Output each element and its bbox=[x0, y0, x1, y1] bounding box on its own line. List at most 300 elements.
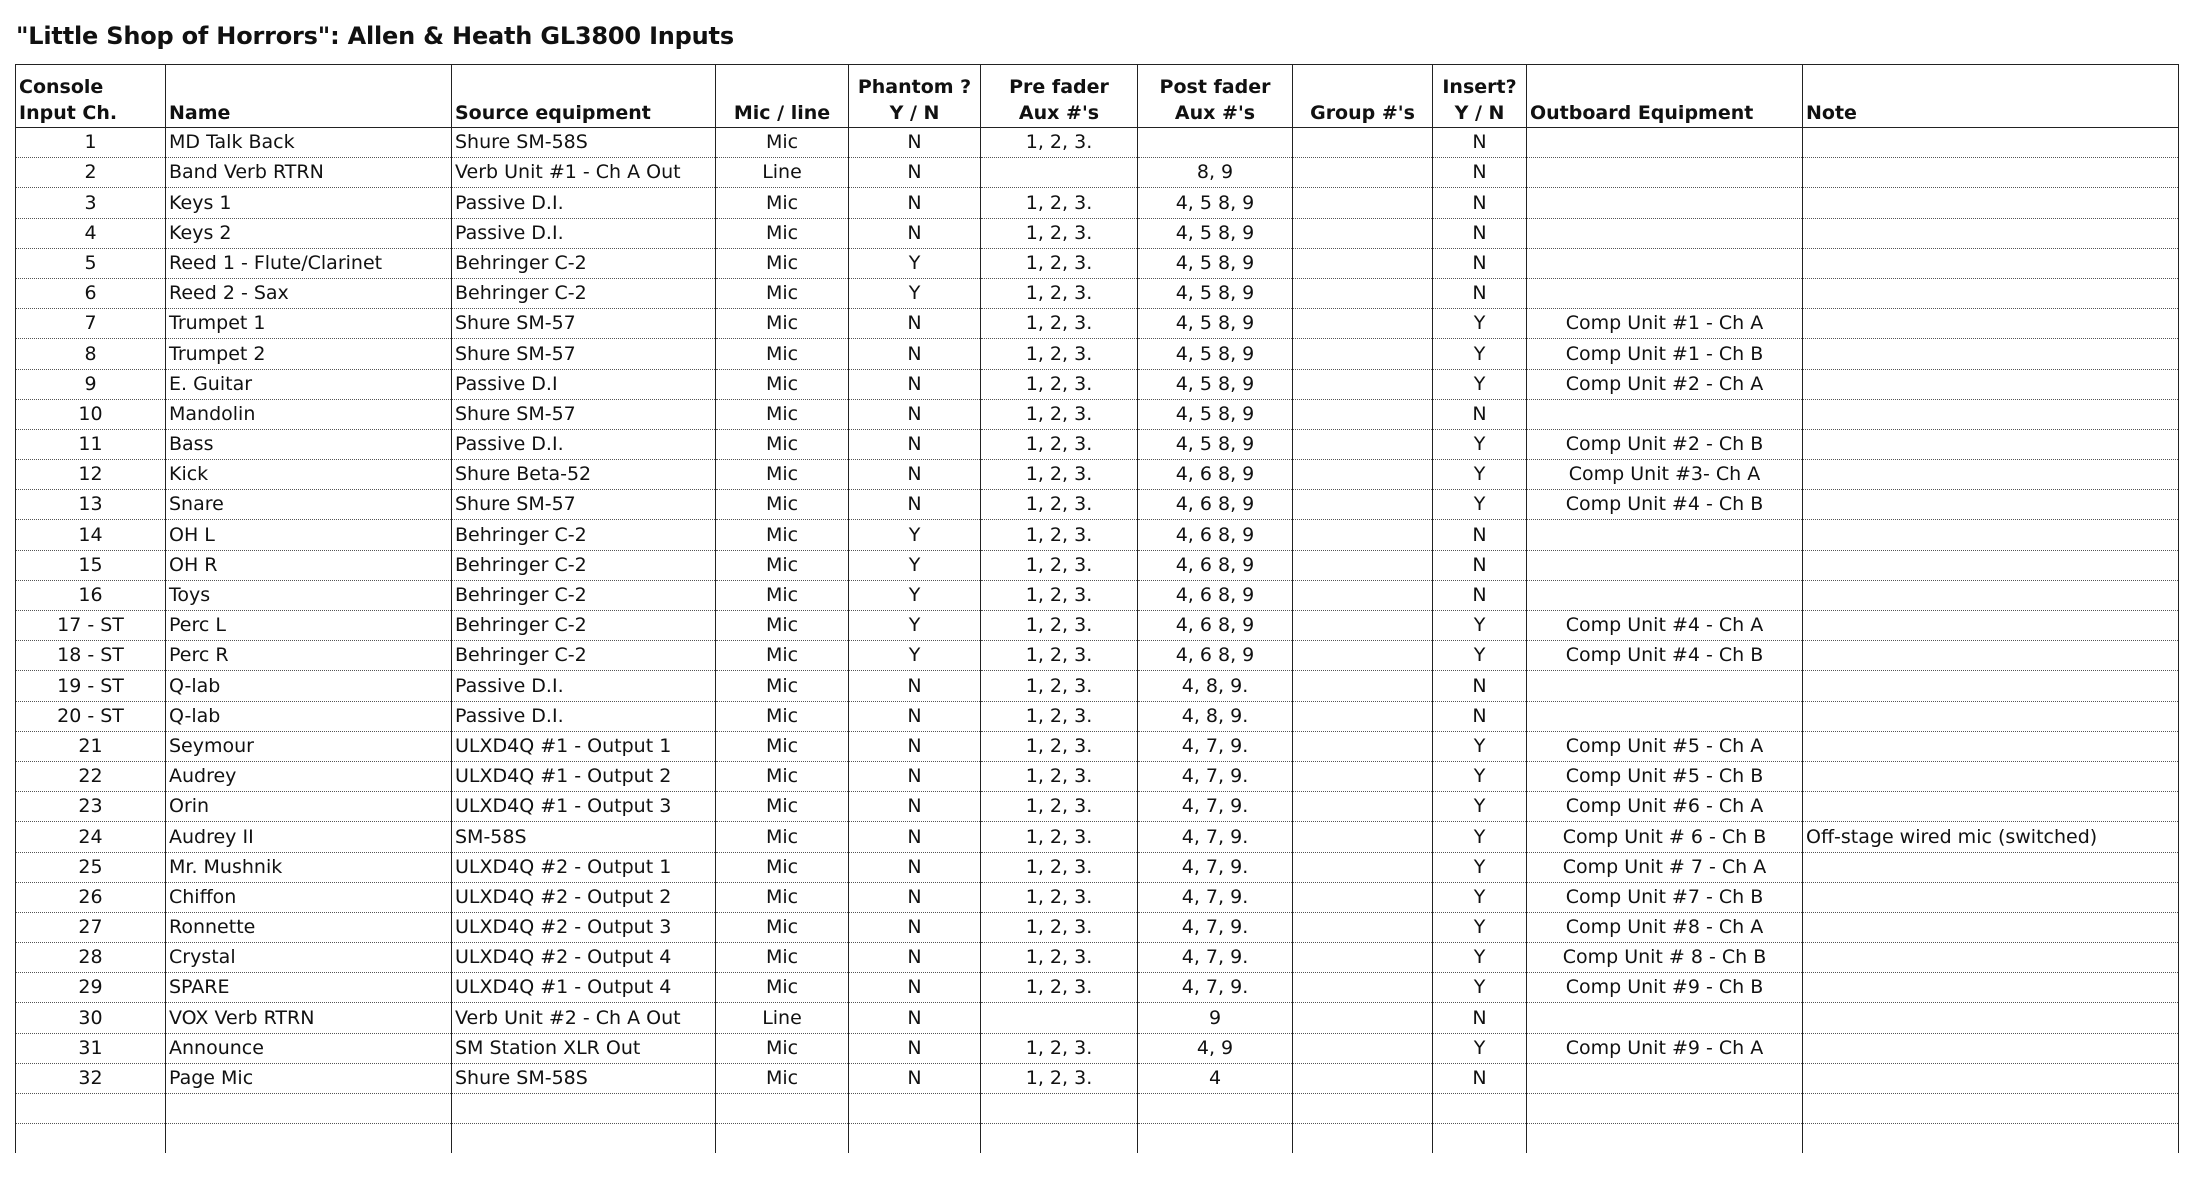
cell-note bbox=[1803, 852, 2179, 882]
cell-group bbox=[1293, 520, 1433, 550]
cell-post-fader-aux: 4, 5 8, 9 bbox=[1138, 278, 1293, 308]
cell-pre-fader-aux: 1, 2, 3. bbox=[981, 731, 1138, 761]
cell-group bbox=[1293, 399, 1433, 429]
cell-mic-line: Mic bbox=[716, 852, 849, 882]
cell-note bbox=[1803, 882, 2179, 912]
cell-note bbox=[1803, 1124, 2179, 1154]
cell-pre-fader-aux: 1, 2, 3. bbox=[981, 882, 1138, 912]
cell-group bbox=[1293, 641, 1433, 671]
cell-note bbox=[1803, 460, 2179, 490]
table-row bbox=[16, 792, 2179, 822]
cell-name: Seymour bbox=[166, 731, 452, 761]
cell-pre-fader-aux: 1, 2, 3. bbox=[981, 701, 1138, 731]
header-console-line1: Console bbox=[19, 76, 104, 98]
cell-source-equipment: Shure SM-57 bbox=[452, 490, 716, 520]
cell-post-fader-aux: 4, 7, 9. bbox=[1138, 761, 1293, 791]
header-post-line1: Post fader bbox=[1159, 76, 1271, 98]
cell-group bbox=[1293, 943, 1433, 973]
cell-phantom: N bbox=[849, 852, 981, 882]
cell-phantom: N bbox=[849, 309, 981, 339]
cell-channel: 2 bbox=[16, 158, 166, 188]
cell-source-equipment: Shure SM-58S bbox=[452, 128, 716, 158]
cell-mic-line: Mic bbox=[716, 580, 849, 610]
header-post-line2: Aux #'s bbox=[1174, 102, 1256, 124]
cell-insert bbox=[1433, 1094, 1527, 1124]
cell-note bbox=[1803, 1094, 2179, 1124]
cell-mic-line: Line bbox=[716, 158, 849, 188]
cell-insert: Y bbox=[1433, 973, 1527, 1003]
cell-channel: 19 - ST bbox=[16, 671, 166, 701]
cell-mic-line: Mic bbox=[716, 912, 849, 942]
cell-source-equipment: ULXD4Q #2 - Output 3 bbox=[452, 912, 716, 942]
cell-group bbox=[1293, 309, 1433, 339]
cell-name: Audrey II bbox=[166, 822, 452, 852]
cell-source-equipment: Shure Beta-52 bbox=[452, 460, 716, 490]
cell-source-equipment: SM Station XLR Out bbox=[452, 1033, 716, 1063]
cell-phantom: N bbox=[849, 460, 981, 490]
cell-mic-line: Mic bbox=[716, 399, 849, 429]
cell-mic-line: Mic bbox=[716, 761, 849, 791]
table-row bbox=[16, 912, 2179, 942]
cell-note bbox=[1803, 278, 2179, 308]
cell-channel: 28 bbox=[16, 943, 166, 973]
cell-pre-fader-aux: 1, 2, 3. bbox=[981, 429, 1138, 459]
cell-outboard-equipment bbox=[1527, 671, 1803, 701]
cell-insert bbox=[1433, 1124, 1527, 1154]
cell-post-fader-aux: 4, 6 8, 9 bbox=[1138, 611, 1293, 641]
cell-mic-line: Mic bbox=[716, 1033, 849, 1063]
cell-phantom: N bbox=[849, 188, 981, 218]
cell-mic-line: Mic bbox=[716, 490, 849, 520]
cell-name: Band Verb RTRN bbox=[166, 158, 452, 188]
cell-source-equipment: ULXD4Q #2 - Output 2 bbox=[452, 882, 716, 912]
cell-pre-fader-aux: 1, 2, 3. bbox=[981, 248, 1138, 278]
cell-source-equipment: Shure SM-58S bbox=[452, 1063, 716, 1093]
cell-mic-line: Mic bbox=[716, 520, 849, 550]
cell-mic-line: Mic bbox=[716, 188, 849, 218]
cell-phantom: N bbox=[849, 973, 981, 1003]
cell-note bbox=[1803, 641, 2179, 671]
header-console-input-ch bbox=[16, 65, 166, 128]
header-source-label: Source equipment bbox=[455, 102, 651, 124]
cell-note bbox=[1803, 490, 2179, 520]
cell-outboard-equipment bbox=[1527, 128, 1803, 158]
cell-insert: N bbox=[1433, 278, 1527, 308]
cell-source-equipment: Passive D.I bbox=[452, 369, 716, 399]
cell-source-equipment bbox=[452, 1124, 716, 1154]
cell-outboard-equipment: Comp Unit #7 - Ch B bbox=[1527, 882, 1803, 912]
cell-outboard-equipment bbox=[1527, 580, 1803, 610]
cell-mic-line bbox=[716, 1094, 849, 1124]
cell-outboard-equipment bbox=[1527, 278, 1803, 308]
cell-group bbox=[1293, 1124, 1433, 1154]
cell-note bbox=[1803, 701, 2179, 731]
cell-note bbox=[1803, 369, 2179, 399]
cell-post-fader-aux: 9 bbox=[1138, 1003, 1293, 1033]
cell-pre-fader-aux: 1, 2, 3. bbox=[981, 309, 1138, 339]
cell-name: Orin bbox=[166, 792, 452, 822]
cell-channel: 17 - ST bbox=[16, 611, 166, 641]
cell-mic-line: Mic bbox=[716, 339, 849, 369]
header-insert-line1: Insert? bbox=[1442, 76, 1517, 98]
cell-name: Bass bbox=[166, 429, 452, 459]
cell-group bbox=[1293, 1033, 1433, 1063]
cell-phantom: N bbox=[849, 218, 981, 248]
cell-outboard-equipment bbox=[1527, 701, 1803, 731]
cell-name: Mandolin bbox=[166, 399, 452, 429]
cell-phantom: Y bbox=[849, 641, 981, 671]
cell-pre-fader-aux: 1, 2, 3. bbox=[981, 490, 1138, 520]
cell-insert: Y bbox=[1433, 822, 1527, 852]
cell-phantom: N bbox=[849, 158, 981, 188]
table-row bbox=[16, 369, 2179, 399]
table-row bbox=[16, 158, 2179, 188]
cell-pre-fader-aux bbox=[981, 158, 1138, 188]
cell-pre-fader-aux: 1, 2, 3. bbox=[981, 550, 1138, 580]
table-row bbox=[16, 550, 2179, 580]
cell-outboard-equipment: Comp Unit #2 - Ch B bbox=[1527, 429, 1803, 459]
cell-channel: 26 bbox=[16, 882, 166, 912]
header-console-line2: Input Ch. bbox=[19, 102, 118, 124]
cell-insert: Y bbox=[1433, 943, 1527, 973]
cell-mic-line: Mic bbox=[716, 278, 849, 308]
table-row bbox=[16, 248, 2179, 278]
cell-pre-fader-aux: 1, 2, 3. bbox=[981, 369, 1138, 399]
table-row bbox=[16, 822, 2179, 852]
cell-post-fader-aux: 4, 5 8, 9 bbox=[1138, 339, 1293, 369]
cell-name: Ronnette bbox=[166, 912, 452, 942]
cell-channel: 21 bbox=[16, 731, 166, 761]
cell-pre-fader-aux: 1, 2, 3. bbox=[981, 580, 1138, 610]
cell-post-fader-aux bbox=[1138, 128, 1293, 158]
cell-name: OH R bbox=[166, 550, 452, 580]
inputs-table bbox=[15, 64, 2179, 1153]
cell-mic-line: Mic bbox=[716, 550, 849, 580]
cell-name: Keys 1 bbox=[166, 188, 452, 218]
header-mic-label: Mic / line bbox=[733, 102, 831, 124]
table-row bbox=[16, 520, 2179, 550]
cell-phantom: N bbox=[849, 399, 981, 429]
cell-outboard-equipment bbox=[1527, 248, 1803, 278]
cell-insert: N bbox=[1433, 701, 1527, 731]
cell-name: Perc R bbox=[166, 641, 452, 671]
cell-post-fader-aux: 4, 5 8, 9 bbox=[1138, 399, 1293, 429]
cell-source-equipment: Verb Unit #1 - Ch A Out bbox=[452, 158, 716, 188]
table-row bbox=[16, 580, 2179, 610]
cell-channel: 16 bbox=[16, 580, 166, 610]
cell-outboard-equipment: Comp Unit #4 - Ch B bbox=[1527, 490, 1803, 520]
cell-channel: 6 bbox=[16, 278, 166, 308]
table-row bbox=[16, 1063, 2179, 1093]
cell-channel: 32 bbox=[16, 1063, 166, 1093]
cell-insert: Y bbox=[1433, 912, 1527, 942]
cell-phantom: N bbox=[849, 369, 981, 399]
table-row bbox=[16, 218, 2179, 248]
table-row bbox=[16, 1124, 2179, 1154]
cell-note bbox=[1803, 520, 2179, 550]
cell-post-fader-aux: 4, 6 8, 9 bbox=[1138, 550, 1293, 580]
cell-insert: N bbox=[1433, 671, 1527, 701]
table-row bbox=[16, 399, 2179, 429]
cell-note bbox=[1803, 188, 2179, 218]
cell-phantom: Y bbox=[849, 248, 981, 278]
cell-outboard-equipment: Comp Unit # 6 - Ch B bbox=[1527, 822, 1803, 852]
cell-note bbox=[1803, 671, 2179, 701]
cell-group bbox=[1293, 278, 1433, 308]
cell-post-fader-aux bbox=[1138, 1124, 1293, 1154]
header-outboard-label: Outboard Equipment bbox=[1530, 102, 1754, 124]
cell-group bbox=[1293, 852, 1433, 882]
cell-name: Page Mic bbox=[166, 1063, 452, 1093]
cell-source-equipment: Behringer C-2 bbox=[452, 611, 716, 641]
cell-source-equipment: Behringer C-2 bbox=[452, 550, 716, 580]
cell-phantom: N bbox=[849, 731, 981, 761]
cell-insert: N bbox=[1433, 128, 1527, 158]
table-row bbox=[16, 641, 2179, 671]
cell-mic-line: Mic bbox=[716, 641, 849, 671]
table-row bbox=[16, 973, 2179, 1003]
cell-name: Mr. Mushnik bbox=[166, 852, 452, 882]
cell-source-equipment: SM-58S bbox=[452, 822, 716, 852]
cell-name: Perc L bbox=[166, 611, 452, 641]
cell-group bbox=[1293, 882, 1433, 912]
cell-insert: Y bbox=[1433, 369, 1527, 399]
cell-insert: Y bbox=[1433, 852, 1527, 882]
cell-pre-fader-aux bbox=[981, 1094, 1138, 1124]
cell-channel: 22 bbox=[16, 761, 166, 791]
cell-post-fader-aux: 4, 9 bbox=[1138, 1033, 1293, 1063]
cell-outboard-equipment bbox=[1527, 1094, 1803, 1124]
cell-group bbox=[1293, 429, 1433, 459]
cell-source-equipment: Shure SM-57 bbox=[452, 339, 716, 369]
cell-note: Off-stage wired mic (switched) bbox=[1803, 822, 2179, 852]
table-row bbox=[16, 701, 2179, 731]
cell-phantom: N bbox=[849, 339, 981, 369]
cell-channel: 8 bbox=[16, 339, 166, 369]
cell-name: VOX Verb RTRN bbox=[166, 1003, 452, 1033]
cell-phantom: Y bbox=[849, 520, 981, 550]
cell-insert: N bbox=[1433, 218, 1527, 248]
cell-outboard-equipment: Comp Unit #2 - Ch A bbox=[1527, 369, 1803, 399]
cell-outboard-equipment: Comp Unit #6 - Ch A bbox=[1527, 792, 1803, 822]
table-row bbox=[16, 761, 2179, 791]
table-row bbox=[16, 1094, 2179, 1124]
cell-name: Reed 2 - Sax bbox=[166, 278, 452, 308]
cell-source-equipment: Behringer C-2 bbox=[452, 278, 716, 308]
cell-group bbox=[1293, 580, 1433, 610]
cell-note bbox=[1803, 943, 2179, 973]
header-pre-fader bbox=[981, 65, 1138, 128]
cell-post-fader-aux: 4, 5 8, 9 bbox=[1138, 309, 1293, 339]
cell-post-fader-aux: 4, 7, 9. bbox=[1138, 943, 1293, 973]
cell-post-fader-aux: 4, 5 8, 9 bbox=[1138, 369, 1293, 399]
cell-phantom bbox=[849, 1094, 981, 1124]
header-post-fader bbox=[1138, 65, 1293, 128]
cell-name: Toys bbox=[166, 580, 452, 610]
cell-pre-fader-aux bbox=[981, 1124, 1138, 1154]
cell-pre-fader-aux: 1, 2, 3. bbox=[981, 188, 1138, 218]
cell-channel: 27 bbox=[16, 912, 166, 942]
cell-insert: N bbox=[1433, 188, 1527, 218]
cell-outboard-equipment: Comp Unit #4 - Ch B bbox=[1527, 641, 1803, 671]
cell-channel: 31 bbox=[16, 1033, 166, 1063]
cell-group bbox=[1293, 248, 1433, 278]
cell-name: Trumpet 1 bbox=[166, 309, 452, 339]
cell-group bbox=[1293, 611, 1433, 641]
header-name-label: Name bbox=[169, 102, 231, 124]
table-row bbox=[16, 339, 2179, 369]
cell-post-fader-aux: 4, 7, 9. bbox=[1138, 973, 1293, 1003]
cell-insert: N bbox=[1433, 1063, 1527, 1093]
cell-group bbox=[1293, 490, 1433, 520]
cell-note bbox=[1803, 1003, 2179, 1033]
cell-insert: Y bbox=[1433, 611, 1527, 641]
cell-note bbox=[1803, 1063, 2179, 1093]
cell-pre-fader-aux: 1, 2, 3. bbox=[981, 520, 1138, 550]
cell-mic-line: Mic bbox=[716, 218, 849, 248]
cell-insert: N bbox=[1433, 550, 1527, 580]
table-row bbox=[16, 611, 2179, 641]
cell-mic-line: Mic bbox=[716, 1063, 849, 1093]
cell-source-equipment: ULXD4Q #1 - Output 4 bbox=[452, 973, 716, 1003]
cell-mic-line: Mic bbox=[716, 460, 849, 490]
cell-group bbox=[1293, 369, 1433, 399]
cell-note bbox=[1803, 339, 2179, 369]
cell-outboard-equipment: Comp Unit #3- Ch A bbox=[1527, 460, 1803, 490]
cell-post-fader-aux: 4, 5 8, 9 bbox=[1138, 188, 1293, 218]
header-mic-line bbox=[716, 65, 849, 128]
cell-source-equipment: ULXD4Q #2 - Output 4 bbox=[452, 943, 716, 973]
cell-pre-fader-aux: 1, 2, 3. bbox=[981, 339, 1138, 369]
cell-outboard-equipment bbox=[1527, 520, 1803, 550]
table-row bbox=[16, 731, 2179, 761]
cell-post-fader-aux: 4, 5 8, 9 bbox=[1138, 429, 1293, 459]
cell-note bbox=[1803, 761, 2179, 791]
cell-source-equipment: Behringer C-2 bbox=[452, 248, 716, 278]
cell-name: Audrey bbox=[166, 761, 452, 791]
cell-note bbox=[1803, 218, 2179, 248]
cell-post-fader-aux: 4 bbox=[1138, 1063, 1293, 1093]
cell-outboard-equipment bbox=[1527, 218, 1803, 248]
cell-outboard-equipment: Comp Unit #1 - Ch A bbox=[1527, 309, 1803, 339]
cell-group bbox=[1293, 1094, 1433, 1124]
cell-source-equipment: Behringer C-2 bbox=[452, 520, 716, 550]
cell-phantom: N bbox=[849, 912, 981, 942]
cell-channel: 15 bbox=[16, 550, 166, 580]
cell-outboard-equipment bbox=[1527, 188, 1803, 218]
header-phantom bbox=[849, 65, 981, 128]
cell-mic-line: Mic bbox=[716, 973, 849, 1003]
cell-group bbox=[1293, 792, 1433, 822]
cell-mic-line: Mic bbox=[716, 671, 849, 701]
cell-outboard-equipment bbox=[1527, 1003, 1803, 1033]
header-phantom-line2: Y / N bbox=[889, 102, 940, 124]
cell-channel: 4 bbox=[16, 218, 166, 248]
cell-pre-fader-aux: 1, 2, 3. bbox=[981, 1033, 1138, 1063]
cell-channel: 11 bbox=[16, 429, 166, 459]
cell-pre-fader-aux: 1, 2, 3. bbox=[981, 611, 1138, 641]
cell-mic-line: Mic bbox=[716, 248, 849, 278]
cell-pre-fader-aux: 1, 2, 3. bbox=[981, 128, 1138, 158]
cell-source-equipment: ULXD4Q #2 - Output 1 bbox=[452, 852, 716, 882]
header-insert-line2: Y / N bbox=[1454, 102, 1505, 124]
cell-mic-line: Mic bbox=[716, 822, 849, 852]
cell-outboard-equipment bbox=[1527, 158, 1803, 188]
cell-source-equipment bbox=[452, 1094, 716, 1124]
cell-phantom: N bbox=[849, 429, 981, 459]
cell-channel: 1 bbox=[16, 128, 166, 158]
cell-post-fader-aux: 4, 8, 9. bbox=[1138, 701, 1293, 731]
cell-outboard-equipment bbox=[1527, 1063, 1803, 1093]
cell-note bbox=[1803, 158, 2179, 188]
cell-insert: N bbox=[1433, 158, 1527, 188]
cell-source-equipment: Shure SM-57 bbox=[452, 399, 716, 429]
cell-post-fader-aux: 4, 6 8, 9 bbox=[1138, 490, 1293, 520]
cell-group bbox=[1293, 1063, 1433, 1093]
cell-phantom: Y bbox=[849, 580, 981, 610]
cell-channel: 25 bbox=[16, 852, 166, 882]
cell-pre-fader-aux: 1, 2, 3. bbox=[981, 671, 1138, 701]
cell-source-equipment: Behringer C-2 bbox=[452, 580, 716, 610]
cell-channel: 12 bbox=[16, 460, 166, 490]
table-row bbox=[16, 882, 2179, 912]
header-group-label: Group #'s bbox=[1310, 102, 1415, 124]
cell-group bbox=[1293, 218, 1433, 248]
cell-phantom: Y bbox=[849, 278, 981, 308]
cell-pre-fader-aux: 1, 2, 3. bbox=[981, 278, 1138, 308]
cell-channel: 5 bbox=[16, 248, 166, 278]
cell-note bbox=[1803, 248, 2179, 278]
cell-mic-line: Mic bbox=[716, 943, 849, 973]
cell-source-equipment: Passive D.I. bbox=[452, 701, 716, 731]
header-pre-line2: Aux #'s bbox=[1018, 102, 1100, 124]
cell-mic-line bbox=[716, 1124, 849, 1154]
cell-phantom: N bbox=[849, 701, 981, 731]
cell-channel: 23 bbox=[16, 792, 166, 822]
cell-post-fader-aux: 4, 6 8, 9 bbox=[1138, 641, 1293, 671]
cell-outboard-equipment bbox=[1527, 399, 1803, 429]
cell-insert: N bbox=[1433, 1003, 1527, 1033]
header-name bbox=[166, 65, 452, 128]
cell-group bbox=[1293, 912, 1433, 942]
cell-post-fader-aux: 4, 5 8, 9 bbox=[1138, 218, 1293, 248]
cell-name: Keys 2 bbox=[166, 218, 452, 248]
cell-insert: Y bbox=[1433, 792, 1527, 822]
cell-group bbox=[1293, 128, 1433, 158]
cell-phantom: N bbox=[849, 792, 981, 822]
cell-note bbox=[1803, 611, 2179, 641]
cell-source-equipment: Passive D.I. bbox=[452, 188, 716, 218]
table-row bbox=[16, 490, 2179, 520]
cell-phantom: N bbox=[849, 1003, 981, 1033]
cell-outboard-equipment: Comp Unit #9 - Ch A bbox=[1527, 1033, 1803, 1063]
cell-source-equipment: Passive D.I. bbox=[452, 218, 716, 248]
document-title: "Little Shop of Horrors": Allen & Heath GL3800 Inputs bbox=[16, 22, 734, 50]
cell-channel: 3 bbox=[16, 188, 166, 218]
header-source-equipment bbox=[452, 65, 716, 128]
cell-insert: Y bbox=[1433, 339, 1527, 369]
cell-source-equipment: Behringer C-2 bbox=[452, 641, 716, 671]
cell-channel bbox=[16, 1094, 166, 1124]
cell-note bbox=[1803, 429, 2179, 459]
cell-note bbox=[1803, 399, 2179, 429]
cell-outboard-equipment: Comp Unit #8 - Ch A bbox=[1527, 912, 1803, 942]
cell-post-fader-aux bbox=[1138, 1094, 1293, 1124]
cell-phantom: Y bbox=[849, 611, 981, 641]
cell-outboard-equipment: Comp Unit #9 - Ch B bbox=[1527, 973, 1803, 1003]
table-row bbox=[16, 278, 2179, 308]
cell-source-equipment: Shure SM-57 bbox=[452, 309, 716, 339]
